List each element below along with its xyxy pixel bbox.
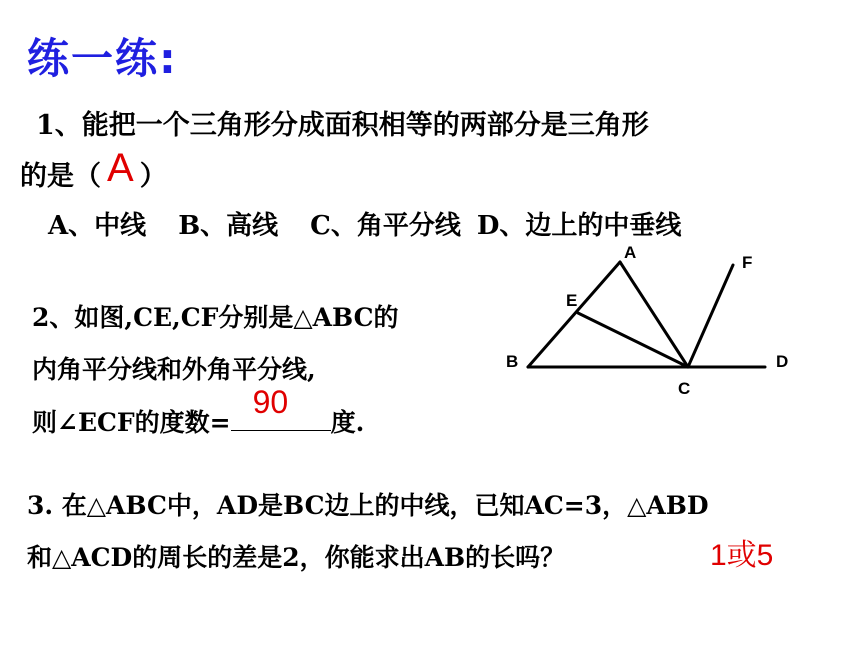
segment-cf — [688, 265, 733, 367]
q2-line1: 2、如图,CE,CF分别是△ABC的 — [32, 303, 399, 332]
segment-ba — [528, 262, 620, 367]
point-label-a: A — [624, 243, 637, 262]
q2-line2: 内角平分线和外角平分线, — [32, 355, 316, 384]
q1-option-b: B、高线 — [178, 211, 279, 241]
page-title: 练一练: — [27, 34, 178, 83]
q3-line1: 3. 在△ABC中，AD是BC边上的中线，已知AC=3，△ABD — [27, 491, 709, 520]
q1-option-a: A、中线 — [48, 211, 147, 241]
q3-answer: 1或5 — [710, 539, 774, 572]
point-label-f: F — [742, 253, 753, 272]
q1-answer: A — [107, 146, 134, 190]
q1-line1: 1、能把一个三角形分成面积相等的两部分是三角形 — [36, 110, 649, 141]
point-label-c: C — [678, 379, 691, 398]
point-label-e: E — [566, 291, 578, 310]
point-label-d: D — [776, 352, 789, 371]
q2-line3-suffix: 度. — [330, 408, 365, 437]
q1-option-d: D、边上的中垂线 — [476, 211, 682, 241]
q1-line2-suffix: ） — [139, 161, 167, 192]
q3-line2: 和△ACD的周长的差是2，你能求出AB的长吗？ — [27, 543, 566, 572]
point-label-b: B — [506, 352, 519, 371]
q1-option-c: C、角平分线 — [310, 211, 461, 241]
q2-answer: 90 — [252, 384, 289, 420]
q1-line2-prefix: 的是（ — [20, 161, 101, 192]
q2-line3-prefix: 则∠ECF的度数= — [32, 408, 231, 437]
